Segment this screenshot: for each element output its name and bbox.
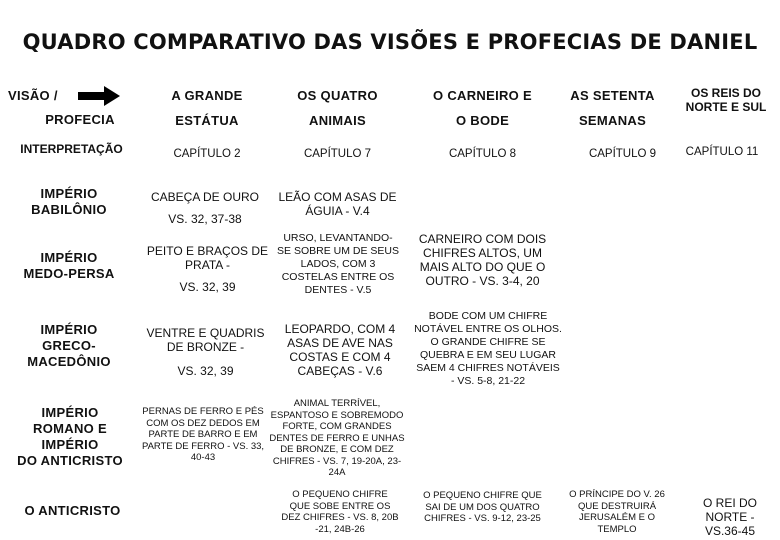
row-babilonio-empire: IMPÉRIO BABILÔNIO	[31, 186, 107, 217]
col-carneiro-chapter: CAPÍTULO 8	[448, 148, 517, 160]
row-medopersa-empire: IMPÉRIO MEDO-PERSA	[23, 250, 115, 281]
row-romano-estatua: PERNAS DE FERRO E PÉS COM OS DEZ DEDOS EM PARTE DE BARRO E EM PARTE DE FERRO - VS. 33, 40-43	[141, 406, 265, 463]
profecia-label: PROFECIA	[45, 112, 115, 127]
row-medopersa-animais: URSO, LEVANTANDO- SE SOBRE UM DE SEUS LADOS, COM 3 COSTELAS ENTRE OS DENTES - V.5	[277, 232, 399, 296]
row-babilonio-animais: LEÃO COM ASAS DE ÁGUIA - V.4	[278, 190, 397, 218]
col-estatua-line2: ESTÁTUA	[175, 113, 239, 128]
row-anticristo-empire: O ANTICRISTO	[24, 503, 121, 518]
col-estatua-line1: A GRANDE	[171, 88, 243, 103]
row-babilonio-estatua: CABEÇA DE OURO VS. 32, 37-38	[150, 190, 260, 226]
col-estatua-chapter: CAPÍTULO 2	[173, 148, 241, 160]
col-animais-line1: OS QUATRO	[297, 88, 378, 103]
col-reis-line2: NORTE E SUL	[685, 100, 767, 114]
right-arrow-icon	[78, 86, 120, 106]
row-grecomacedonio-empire: IMPÉRIO GRECO- MACEDÔNIO	[27, 322, 111, 369]
col-setenta-chapter: CAPÍTULO 9	[588, 148, 657, 160]
row-medopersa-carneiro: CARNEIRO COM DOIS CHIFRES ALTOS, UM MAIS ALTO DO QUE O OUTRO - VS. 3-4, 20	[418, 232, 547, 288]
page-title: QUADRO COMPARATIVO DAS VISÕES E PROFECIAS DE DANIEL	[22, 30, 758, 54]
col-carneiro-line2: O BODE	[455, 113, 510, 128]
col-animais-line2: ANIMAIS	[309, 113, 366, 128]
row-romano-empire: IMPÉRIO ROMANO E IMPÉRIO DO ANTICRISTO	[17, 405, 123, 468]
col-animais-chapter: CAPÍTULO 7	[303, 148, 372, 160]
row-anticristo-animais: O PEQUENO CHIFRE QUE SOBE ENTRE OS DEZ CHIFRES - VS. 8, 20B -21, 24B-26	[281, 489, 399, 535]
row-anticristo-setenta: O PRÍNCIPE DO V. 26 QUE DESTRUIRÁ JERUSALÉM E O TEMPLO	[569, 489, 665, 535]
row-medopersa-estatua: PEITO E BRAÇOS DE PRATA - VS. 32, 39	[146, 244, 269, 294]
row-anticristo-carneiro: O PEQUENO CHIFRE QUE SAI DE UM DOS QUATRO CHIFRES - VS. 9-12, 23-25	[423, 490, 542, 524]
col-setenta-line1: AS SETENTA	[570, 88, 655, 103]
interpretacao-label: INTERPRETAÇÃO	[20, 142, 123, 156]
col-reis-line1: OS REIS DO	[690, 86, 761, 100]
row-grecomacedonio-animais: LEOPARDO, COM 4 ASAS DE AVE NAS COSTAS E COM 4 CABEÇAS - V.6	[284, 322, 396, 378]
row-grecomacedonio-carneiro: BODE COM UM CHIFRE NOTÁVEL ENTRE OS OLHOS. O GRANDE CHIFRE SE QUEBRA E EM SEU LUGAR SAEM 4 CHIFRES NOTÁVEIS - VS. 5-8, 21-22	[414, 310, 562, 387]
col-reis-chapter: CAPÍTULO 11	[685, 146, 759, 158]
col-carneiro-line1: O CARNEIRO E	[433, 88, 532, 103]
visao-label: VISÃO /	[8, 88, 58, 103]
col-setenta-line2: SEMANAS	[578, 113, 647, 128]
row-grecomacedonio-estatua: VENTRE E QUADRIS DE BRONZE - VS. 32, 39	[146, 326, 265, 378]
row-anticristo-reis: O REI DO NORTE - VS.36-45	[702, 496, 757, 538]
row-romano-animais: ANIMAL TERRÍVEL, ESPANTOSO E SOBREMODO FORTE, COM GRANDES DENTES DE FERRO E UNHAS DE BRONZE, E COM DEZ CHIFRES - VS. 7, 19-20A, 23- 24A	[269, 398, 405, 478]
